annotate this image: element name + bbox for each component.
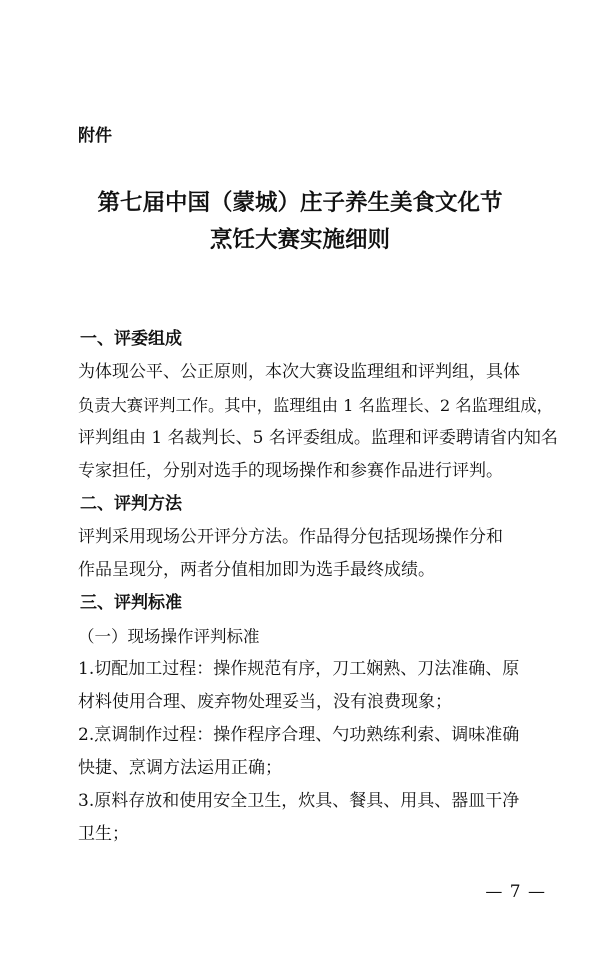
document-title-line-1: 第七届中国（蒙城）庄子养生美食文化节: [97, 190, 503, 216]
page-number: — 7 —: [485, 882, 546, 902]
section-heading-standards: 三、评判标准: [80, 593, 182, 613]
paragraph-line: 2.烹调制作过程：操作程序合理、勺功熟练利索、调味准确: [78, 725, 520, 745]
paragraph-line: 作品呈现分，两者分值相加即为选手最终成绩。: [78, 560, 435, 580]
paragraph-line: 1.切配加工过程：操作规范有序，刀工娴熟、刀法准确、原: [78, 659, 520, 679]
attachment-label: 附件: [78, 126, 112, 146]
section-heading-method: 二、评判方法: [80, 494, 182, 514]
document-body: [78, 323, 558, 851]
paragraph-line: 为体现公平、公正原则，本次大赛设监理组和评判组，具体: [78, 362, 520, 382]
paragraph-line: 专家担任，分别对选手的现场操作和参赛作品进行评判。: [78, 461, 503, 481]
paragraph-line: 快捷、烹调方法运用正确；: [78, 758, 282, 778]
subsection-heading-onsite: （一）现场操作评判标准: [78, 627, 260, 646]
paragraph-line: 卫生；: [78, 824, 129, 844]
paragraph-line: 评判组由 1 名裁判长、5 名评委组成。监理和评委聘请省内知名: [78, 428, 558, 448]
paragraph-line: 材料使用合理、废弃物处理妥当，没有浪费现象；: [78, 692, 452, 712]
paragraph-line: 负责大赛评判工作。其中，监理组由 1 名监理长、2 名监理组成，: [78, 396, 553, 415]
paragraph-line: 评判采用现场公开评分方法。作品得分包括现场操作分和: [78, 527, 503, 547]
section-heading-judges: 一、评委组成: [80, 329, 182, 349]
document-title-line-2: 烹饪大赛实施细则: [209, 227, 390, 253]
paragraph-line: 3.原料存放和使用安全卫生，炊具、餐具、用具、器皿干净: [78, 791, 520, 811]
